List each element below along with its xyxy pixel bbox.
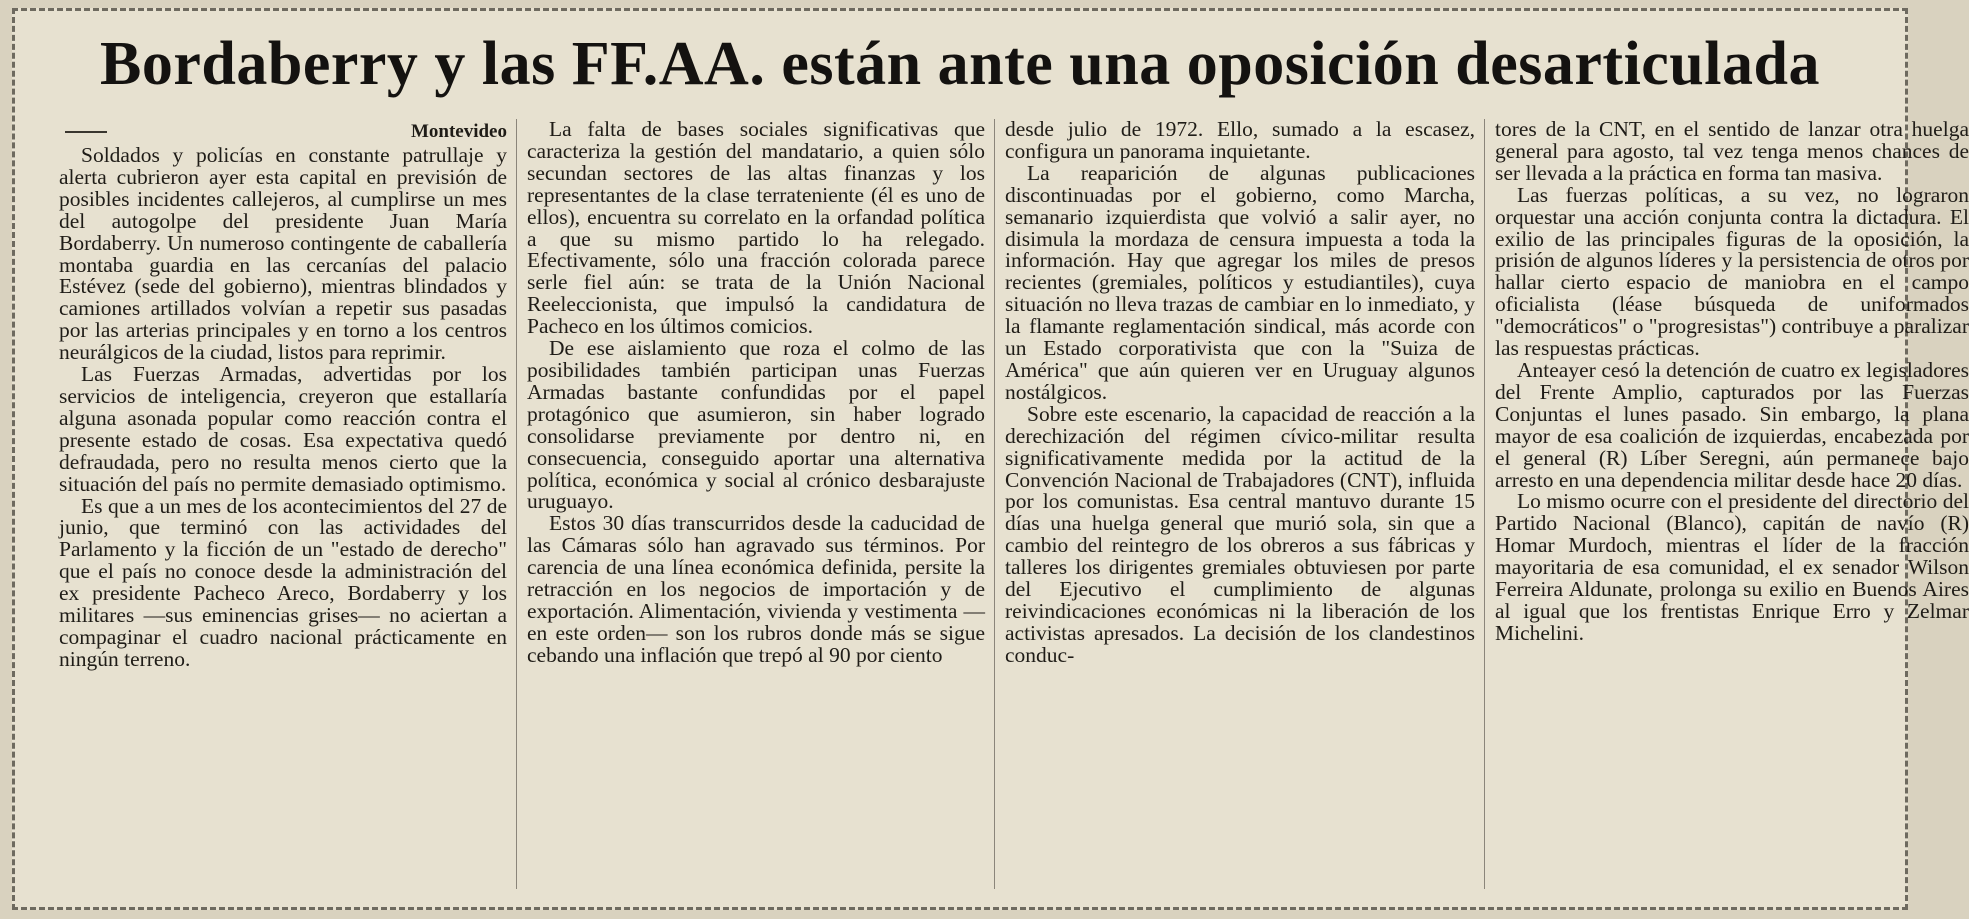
paragraph: De ese aislamiento que roza el colmo de las posibilidades también participan unas Fuerzas Armadas bastante confundidas por el papel protagónico que asumieron, sin haber logrado consolidarse previamente por dentro ni, en consecuencia, conseguido aportar una alternativa política, económica y social al crónico desbarajuste uruguayo.: [527, 336, 985, 514]
paragraph: La reaparición de algunas publicaciones discontinuadas por el gobierno, como Marcha, semanario izquierdista que volvió a salir ayer, no disimula la mordaza de censura impuesta a toda la información. Hay que agregar los miles de presos recientes (gremiales, políticos y estudiantiles), cuya situación no lleva trazas de cambiar en lo inmediato, y la flamante reglamentación sindical, más acorde con un Estado corporativista que con la "Suiza de América" que aún quieren ver en Uruguay algunos nostálgicos.: [1005, 160, 1475, 404]
column-3: [1005, 119, 1475, 889]
paragraph: Es que a un mes de los acontecimientos del 27 de junio, que terminó con las actividades del Parlamento y la ficción de un "estado de derecho" que el país no conoce desde la administración del ex presidente Pacheco Areco, Bordaberry y los militares —sus eminencias grises— no aciertan a compaginar el cuadro nacional prácticamente en ningún terreno.: [59, 493, 507, 671]
paragraph: Anteayer cesó la detención de cuatro ex legisladores del Frente Amplio, capturados por las Fuerzas Conjuntas el lunes pasado. Sin embargo, la plana mayor de esa coalición de izquierdas, encabezada por el general (R) Líber Seregni, aún permanece bajo arresto en una dependencia militar desde hace 20 días.: [1495, 357, 1969, 492]
newspaper-clipping: [12, 8, 1969, 910]
column-1: [59, 119, 507, 889]
paragraph: Las Fuerzas Armadas, advertidas por los servicios de inteligencia, creyeron que estallaría alguna asonada popular como reacción contra el presente estado de cosas. Esa expectativa quedó defraudada, pero no resulta menos cierto que la situación del país no permite demasiado optimismo.: [59, 362, 507, 496]
paragraph: La falta de bases sociales significativas que caracteriza la gestión del mandatario, a quien sólo secundan sectores de las altas finanzas y los representantes de la clase terrateniente (él es uno de ellos), encuentra su correlato en la orfandad política a que su mismo partido lo ha relegado. Efectivamente, sólo una fracción colorada parece serle fiel aún: se trata de la Unión Nacional Reeleccionista, que impulsó la candidatura de Pacheco en los últimos comicios.: [527, 117, 985, 339]
dateline-row: [59, 119, 507, 145]
paragraph: Estos 30 días transcurridos desde la caducidad de las Cámaras sólo han agravado sus términos. Por carencia de una línea económica definida, persite la retracción en los negocios de importación y de exportación. Alimentación, vivienda y vestimenta —en este orden— son los rubros donde más se sigue cebando una inflación que trepó al 90 por ciento: [527, 511, 985, 667]
column-4: [1495, 119, 1969, 889]
headline: Bordaberry y las FF.AA. están ante una oposición desarticulada: [99, 30, 1820, 98]
dateline: Montevideo: [410, 121, 507, 142]
paragraph: Lo mismo ocurre con el presidente del directorio del Partido Nacional (Blanco), capitán de navío (R) Homar Murdoch, mientras el líder de la fracción mayoritaria de esa comunidad, el ex senador Wilson Ferreira Aldunate, prolonga su exilio en Buenos Aires al igual que los frentistas Enrique Erro y Zelmar Michelini.: [1495, 489, 1969, 645]
paragraph: Sobre este escenario, la capacidad de reacción a la derechización del régimen cívico-militar resulta significativamente medida por la actitud de la Convención Nacional de Trabajadores (CNT), influida por los comunistas. Esa central mantuvo durante 15 días una huelga general que murió sola, sin que a cambio del reintegro de los obreros a sus fábricas y talleres los dirigentes gremiales obtuviesen por parte del Ejecutivo el cumplimiento de algunas reivindicaciones económicas ni la liberación de los activistas apresados. La decisión de los clandestinos conduc-: [1005, 401, 1475, 667]
dateline-rule: [65, 131, 107, 133]
paragraph: Las fuerzas políticas, a su vez, no lograron orquestar una acción conjunta contra la dictadura. El exilio de las principales figuras de la oposición, la prisión de algunos líderes y la persistencia de otros por hallar cierto espacio de maniobra en el campo oficialista (léase búsqueda de uniformados "democráticos" o "progresistas") contribuye a paralizar las respuestas prácticas.: [1495, 182, 1969, 361]
column-2: [527, 119, 985, 889]
paragraph: tores de la CNT, en el sentido de lanzar otra huelga general para agosto, tal vez tenga menos chances de ser llevada a la práctica en forma tan masiva.: [1495, 117, 1969, 185]
article-body: [59, 117, 1969, 889]
paragraph: Soldados y policías en constante patrullaje y alerta cubrieron ayer esta capital en previsión de posibles incidentes callejeros, al cumplirse un mes del autogolpe del presidente Juan María Bordaberry. Un numeroso contingente de caballería montaba guardia en las cercanías del palacio Estévez (sede del gobierno), mientras blindados y camiones artillados volvían a repetir sus pasadas por las arterias principales y en torno a los centros neurálgicos de la ciudad, listos para reprimir.: [59, 143, 507, 365]
paragraph: desde julio de 1972. Ello, sumado a la escasez, configura un panorama inquietante.: [1005, 117, 1475, 163]
